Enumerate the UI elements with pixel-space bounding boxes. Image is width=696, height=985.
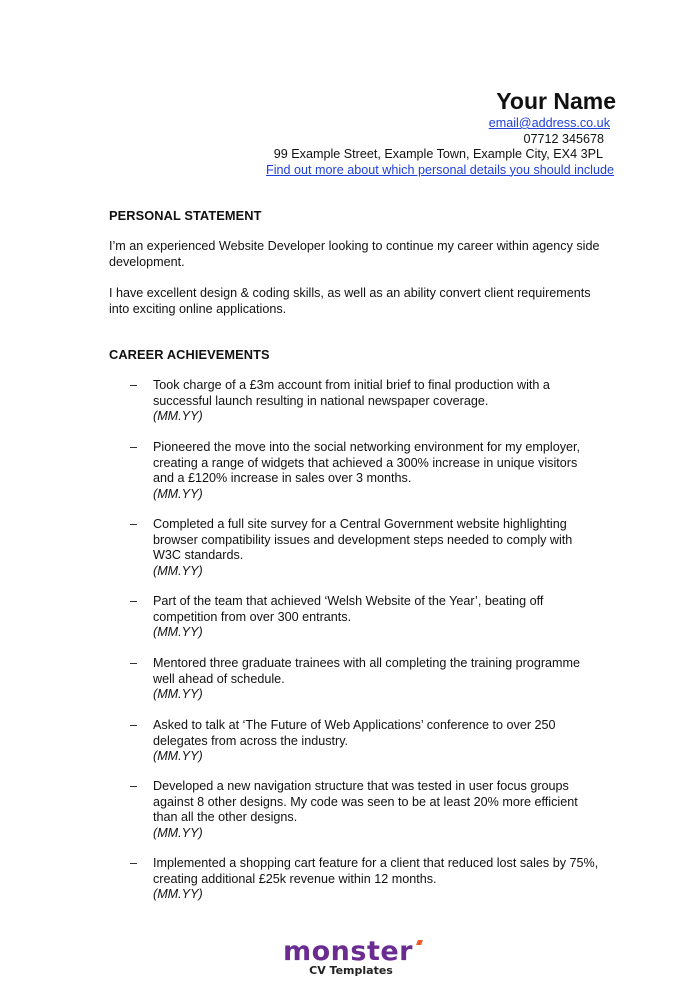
achievement-text: Implemented a shopping cart feature for a client that reduced lost sales by 75%, creating additional £25k revenue within 12 months. <box>153 856 599 886</box>
achievement-text: Took charge of a £3m account from initial brief to final production with a successful launch resulting in national newspaper coverage. <box>153 378 550 408</box>
achievement-text: Asked to talk at ‘The Future of Web Applications’ conference to over 250 delegates from across the industry. <box>153 718 556 748</box>
bullet-dash: – <box>130 517 138 531</box>
achievement-date: (MM.YY) <box>153 563 203 578</box>
bullet-dash: – <box>130 856 138 870</box>
logo-wordmark <box>283 938 413 966</box>
contact-header <box>266 86 614 178</box>
personal-statement-heading: PERSONAL STATEMENT <box>109 208 262 223</box>
achievement-item <box>130 856 600 903</box>
achievement-item <box>130 656 600 703</box>
personal-details-link[interactable]: Find out more about which personal details you should include <box>266 162 614 177</box>
achievement-item <box>130 718 600 765</box>
postal-address: 99 Example Street, Example Town, Example City, EX4 3PL <box>273 147 603 161</box>
bullet-dash: – <box>130 656 138 670</box>
bullet-dash: – <box>130 594 138 608</box>
achievement-date: (MM.YY) <box>153 887 203 901</box>
achievement-date: (MM.YY) <box>153 825 203 840</box>
logo-accent-icon <box>416 940 423 945</box>
logo-text: monster <box>282 936 413 967</box>
statement-paragraph: I have excellent design & coding skills, as well as an ability convert client requirements into exciting online applications. <box>109 286 591 316</box>
achievement-date: (MM.YY) <box>153 486 203 501</box>
statement-paragraph: I’m an experienced Website Developer looking to continue my career within agency side development. <box>109 239 600 269</box>
monster-logo <box>0 938 696 977</box>
achievement-text: Completed a full site survey for a Central Government website highlighting browser compatibility issues and development steps needed to comply with W3C standards. <box>153 517 573 562</box>
achievement-item <box>130 378 600 425</box>
achievement-text: Pioneered the move into the social networking environment for my employer, creating a range of widgets that achieved a 300% increase in unique visitors and a £120% increase in sales over 3 months. <box>153 440 581 485</box>
achievement-item <box>130 440 600 502</box>
achievement-text: Developed a new navigation structure that was tested in user focus groups against 8 other designs. My code was seen to be at least 20% more efficient than all the other designs. <box>153 779 578 824</box>
candidate-name: Your Name <box>496 88 616 114</box>
achievement-date: (MM.YY) <box>153 749 203 763</box>
bullet-dash: – <box>130 378 138 392</box>
achievement-text: Mentored three graduate trainees with all completing the training programme well ahead of schedule. <box>153 656 581 686</box>
career-achievements-heading: CAREER ACHIEVEMENTS <box>109 347 270 362</box>
logo-subtext: CV Templates <box>309 964 393 977</box>
bullet-dash: – <box>130 440 138 454</box>
achievement-date: (MM.YY) <box>153 687 203 701</box>
achievement-text: Part of the team that achieved ‘Welsh Website of the Year’, beating off competition from over 300 entrants. <box>153 594 544 624</box>
achievement-item <box>130 594 600 641</box>
phone-number: 07712 345678 <box>523 131 604 146</box>
achievement-date: (MM.YY) <box>153 625 203 639</box>
achievement-item <box>130 779 600 841</box>
bullet-dash: – <box>130 718 138 732</box>
achievement-date: (MM.YY) <box>153 409 203 423</box>
achievement-item <box>130 517 600 579</box>
email-link[interactable]: email@address.co.uk <box>488 116 610 130</box>
bullet-dash: – <box>130 779 138 793</box>
